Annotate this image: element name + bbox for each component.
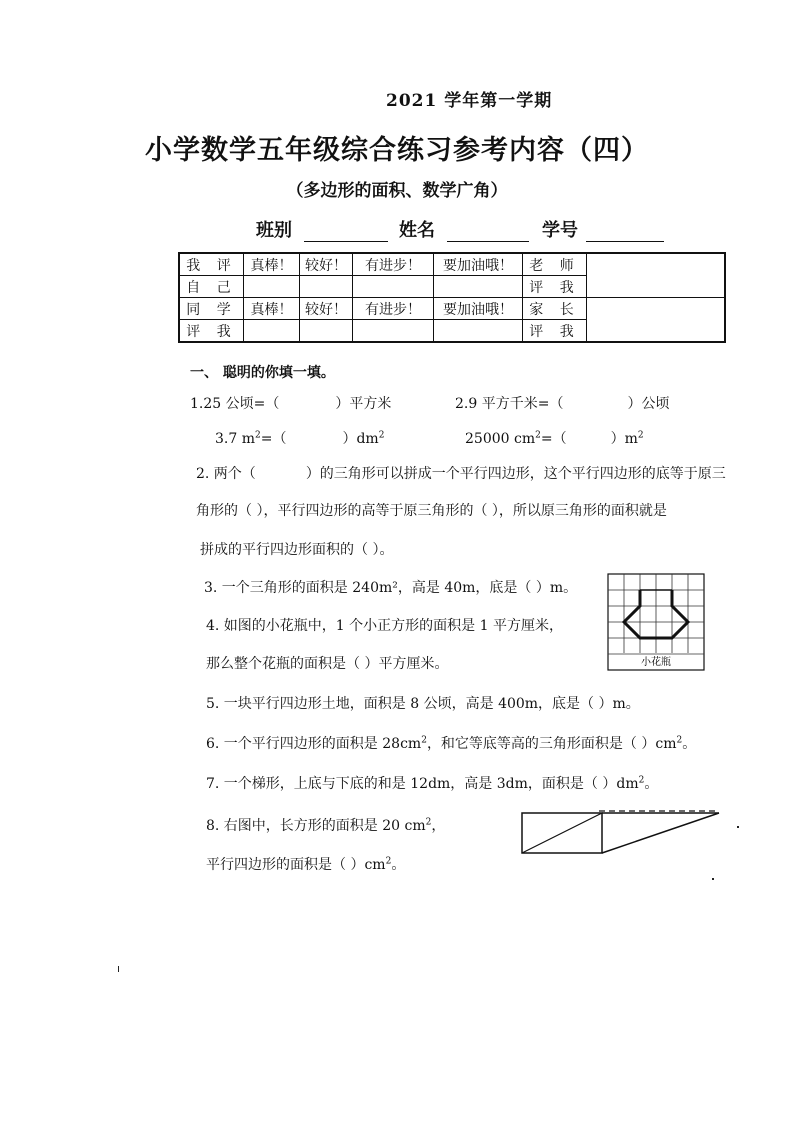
vase-label: 小花瓶 xyxy=(641,657,671,668)
q1-c-suffix: ）dm xyxy=(342,431,379,447)
self-eval-label-b: 自 己 xyxy=(179,276,244,298)
peer-option-great[interactable]: 真棒！ xyxy=(244,298,300,320)
peer-check-great[interactable] xyxy=(244,320,300,343)
q1-d-sup: 2 xyxy=(535,430,541,441)
q2-line-1-prefix: 2. 两个（ xyxy=(196,466,256,482)
self-eval-label-a: 我 评 xyxy=(179,253,244,276)
q8-sup-1: 2 xyxy=(425,817,432,828)
scan-speck xyxy=(118,966,119,972)
q8-line-2-end: 。 xyxy=(391,857,406,873)
q1-a xyxy=(190,393,391,413)
self-check-progress[interactable] xyxy=(353,276,434,298)
q7-sup: 2 xyxy=(638,775,645,786)
parent-eval-label-b: 评 我 xyxy=(523,320,587,343)
option-try-harder[interactable]: 要加油哦！ xyxy=(434,253,523,276)
year-line: 2021 学年第一学期 xyxy=(386,91,553,108)
q1-c xyxy=(215,428,384,448)
teacher-eval-label-b: 评 我 xyxy=(523,276,587,298)
q5: 5. 一块平行四边形土地，面积是 8 公顷，高是 400m，底是（ ）m。 xyxy=(206,696,640,712)
q1-a-suffix: ）平方米 xyxy=(335,396,392,412)
q4-line-1: 4. 如图的小花瓶中，1 个小正方形的面积是 1 平方厘米， xyxy=(206,618,563,634)
class-input-line[interactable] xyxy=(304,225,388,242)
name-input-line[interactable] xyxy=(447,225,529,242)
q1-b xyxy=(455,393,669,413)
option-great[interactable]: 真棒！ xyxy=(244,253,300,276)
q2-line-2: 角形的（ ），平行四边形的高等于原三角形的（ ），所以原三角形的面积就是 xyxy=(196,503,667,519)
rect-para-svg xyxy=(519,808,723,858)
q1-a-prefix: 1.25 公顷=（ xyxy=(190,396,280,412)
class-field xyxy=(256,216,388,242)
q6-end: 。 xyxy=(682,736,697,752)
number-field xyxy=(542,216,664,242)
peer-check-good[interactable] xyxy=(300,320,353,343)
q6-middle: ，和它等底等高的三角形面积是（ ）cm xyxy=(426,736,677,752)
class-label: 班别 xyxy=(256,220,292,241)
q8-line-2 xyxy=(206,854,405,874)
page-title: 小学数学五年级综合练习参考内容（四） xyxy=(145,135,649,166)
section-1-title: 一、 聪明的你填一填。 xyxy=(190,365,335,381)
parent-eval-label-a: 家 长 xyxy=(523,298,587,320)
scan-speck xyxy=(712,878,714,880)
q6-prefix: 6. 一个平行四边形的面积是 28cm xyxy=(206,736,422,752)
q3: 3. 一个三角形的面积是 240m²，高是 40m，底是（ ）m。 xyxy=(204,580,578,596)
q1-c-sup-2: 2 xyxy=(378,430,385,441)
q1-c-sup: 2 xyxy=(255,430,261,441)
peer-option-try-harder[interactable]: 要加油哦！ xyxy=(434,298,523,320)
rectangle-parallelogram-figure xyxy=(519,808,723,862)
q1-b-suffix: ）公顷 xyxy=(627,396,670,412)
q8-line-1-end: ， xyxy=(431,818,446,834)
q1-d xyxy=(465,428,644,448)
peer-eval-label-a: 同 学 xyxy=(179,298,244,320)
parent-eval-cell[interactable] xyxy=(587,298,726,343)
name-field xyxy=(399,216,529,242)
peer-option-good[interactable]: 较好！ xyxy=(300,298,353,320)
q6 xyxy=(206,733,696,753)
q7 xyxy=(206,773,658,793)
q8-line-1 xyxy=(206,815,445,835)
peer-check-try-harder[interactable] xyxy=(434,320,523,343)
evaluation-table xyxy=(178,252,726,343)
q1-d-sup-2: 2 xyxy=(637,430,644,441)
q1-b-prefix: 2.9 平方千米=（ xyxy=(455,396,564,412)
q6-sup-2: 2 xyxy=(676,735,683,746)
option-good[interactable]: 较好！ xyxy=(300,253,353,276)
self-check-great[interactable] xyxy=(244,276,300,298)
q7-end: 。 xyxy=(644,776,659,792)
q1-d-suffix: ）m xyxy=(610,431,638,447)
q2-line-1-suffix: ）的三角形可以拼成一个平行四边形，这个平行四边形的底等于原三 xyxy=(305,466,726,482)
q7-prefix: 7. 一个梯形，上底与下底的和是 12dm，高是 3dm，面积是（ ）dm xyxy=(206,776,639,792)
scan-speck xyxy=(737,826,739,828)
peer-eval-label-b: 评 我 xyxy=(179,320,244,343)
teacher-eval-label-a: 老 师 xyxy=(523,253,587,276)
number-label: 学号 xyxy=(542,220,578,241)
vase-grid-figure xyxy=(607,573,705,671)
q8-sup-2: 2 xyxy=(385,856,392,867)
q1-c-prefix: 3.7 m xyxy=(215,431,255,447)
q2-line-1 xyxy=(196,463,726,483)
page-subtitle: （多边形的面积、数学广角） xyxy=(286,181,508,201)
q1-d-prefix: 25000 cm xyxy=(465,431,536,447)
q8-line-2-prefix: 平行四边形的面积是（ ）cm xyxy=(206,857,386,873)
q4-line-2: 那么整个花瓶的面积是（ ）平方厘米。 xyxy=(206,656,449,672)
q1-c-mid: =（ xyxy=(260,431,287,447)
vase-grid-svg xyxy=(607,573,705,671)
option-progress[interactable]: 有进步！ xyxy=(353,253,434,276)
peer-option-progress[interactable]: 有进步！ xyxy=(353,298,434,320)
q6-sup-1: 2 xyxy=(421,735,427,746)
q8-line-1-prefix: 8. 右图中，长方形的面积是 20 cm xyxy=(206,818,426,834)
name-label: 姓名 xyxy=(399,220,435,241)
number-input-line[interactable] xyxy=(586,225,664,242)
teacher-eval-cell[interactable] xyxy=(587,253,726,298)
q2-line-3: 拼成的平行四边形面积的（ ）。 xyxy=(200,542,394,558)
peer-check-progress[interactable] xyxy=(353,320,434,343)
self-check-try-harder[interactable] xyxy=(434,276,523,298)
self-check-good[interactable] xyxy=(300,276,353,298)
q1-d-mid: =（ xyxy=(540,431,567,447)
